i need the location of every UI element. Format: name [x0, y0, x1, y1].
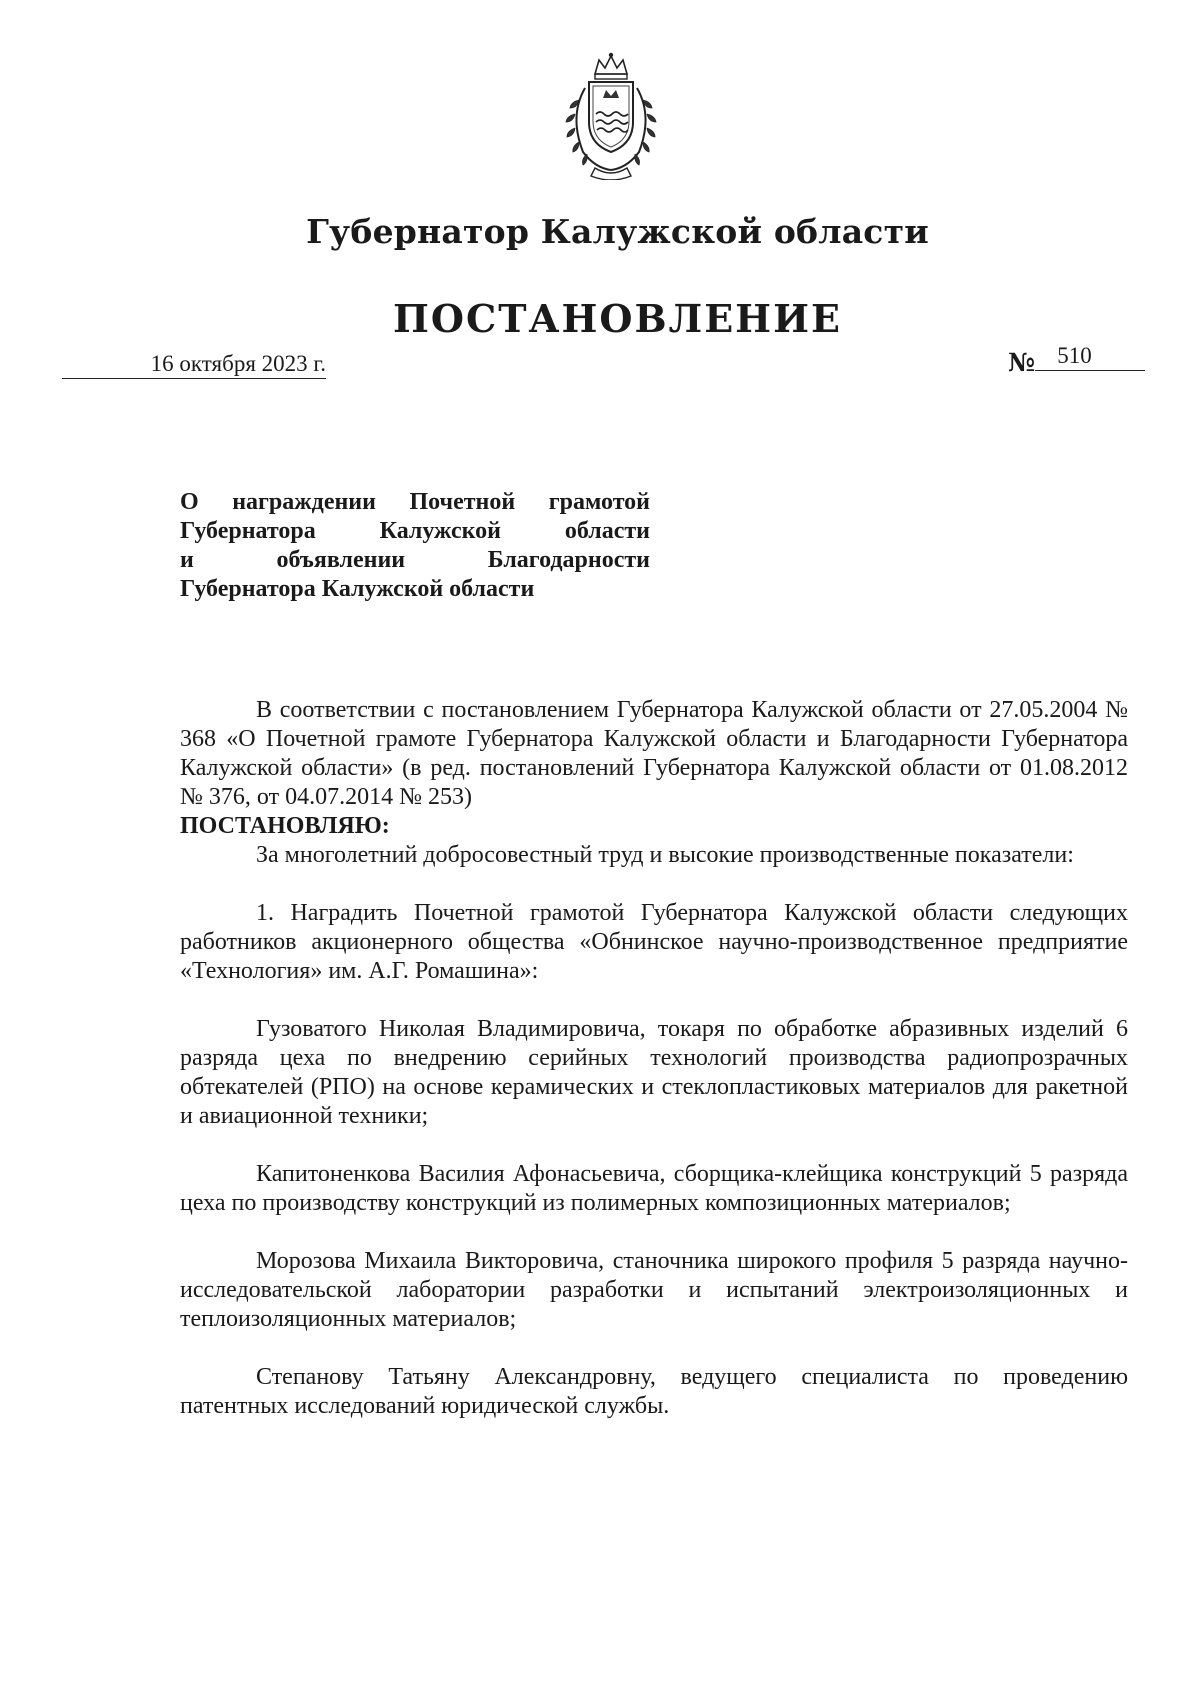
awardee-paragraph: Степанову Татьяну Александровну, ведущего специалиста по проведению патентных исследований юридической службы. — [180, 1364, 1128, 1419]
awardee-paragraph: Капитоненкова Василия Афонасьевича, сборщика-клейщика конструкций 5 разряда цеха по производству конструкций из полимерных композиционных материалов; — [180, 1161, 1128, 1216]
issuing-authority: Губернатор Калужской области — [306, 212, 929, 251]
preamble-paragraph: В соответствии с постановлением Губернатора Калужской области от 27.05.2004 № 368 «О Почетной грамоте Губернатора Калужской области и Благодарности Губернатора Калужской области» (в ред. постановлений Губернатора Калужской области от 01.08.2012 № 376, от 04.07.2014 № 253) — [180, 697, 1128, 810]
document-type-title: ПОСТАНОВЛЕНИЕ — [393, 296, 842, 341]
document-number-field — [1008, 343, 1145, 377]
subject-line: и объявлении Благодарности — [180, 547, 650, 573]
awardee-paragraph: Морозова Михаила Викторовича, станочника широкого профиля 5 разряда научно-исследовательской лаборатории разработки и испытаний электроизоляционных и теплоизоляционных материалов; — [180, 1248, 1128, 1332]
coat-of-arms-icon — [555, 52, 667, 180]
item-1-paragraph: 1. Наградить Почетной грамотой Губернатора Калужской области следующих работников акционерного общества «Обнинское научно-производственное предприятие «Технология» им. А.Г. Ромашина»: — [180, 900, 1128, 984]
document-number: 510 — [1035, 342, 1145, 371]
document-date: 16 октября 2023 г. — [62, 350, 326, 379]
subject-line: Губернатора Калужской области — [180, 518, 650, 544]
awardee-paragraph: Гузоватого Николая Владимировича, токаря по обработке абразивных изделий 6 разряда цеха по внедрению серийных технологий производства радиопрозрачных обтекателей (РПО) на основе керамических и стеклопластиковых материалов для ракетной и авиационной техники; — [180, 1016, 1128, 1129]
subject-line: Губернатора Калужской области — [180, 576, 535, 602]
document-body — [180, 696, 1128, 1421]
number-sign: № — [1008, 348, 1036, 377]
decree-word: ПОСТАНОВЛЯЮ: — [180, 813, 390, 839]
subject-line: О награждении Почетной грамотой — [180, 489, 650, 515]
document-subject — [180, 488, 650, 604]
reason-paragraph: За многолетний добросовестный труд и высокие производственные показатели: — [256, 842, 1074, 868]
